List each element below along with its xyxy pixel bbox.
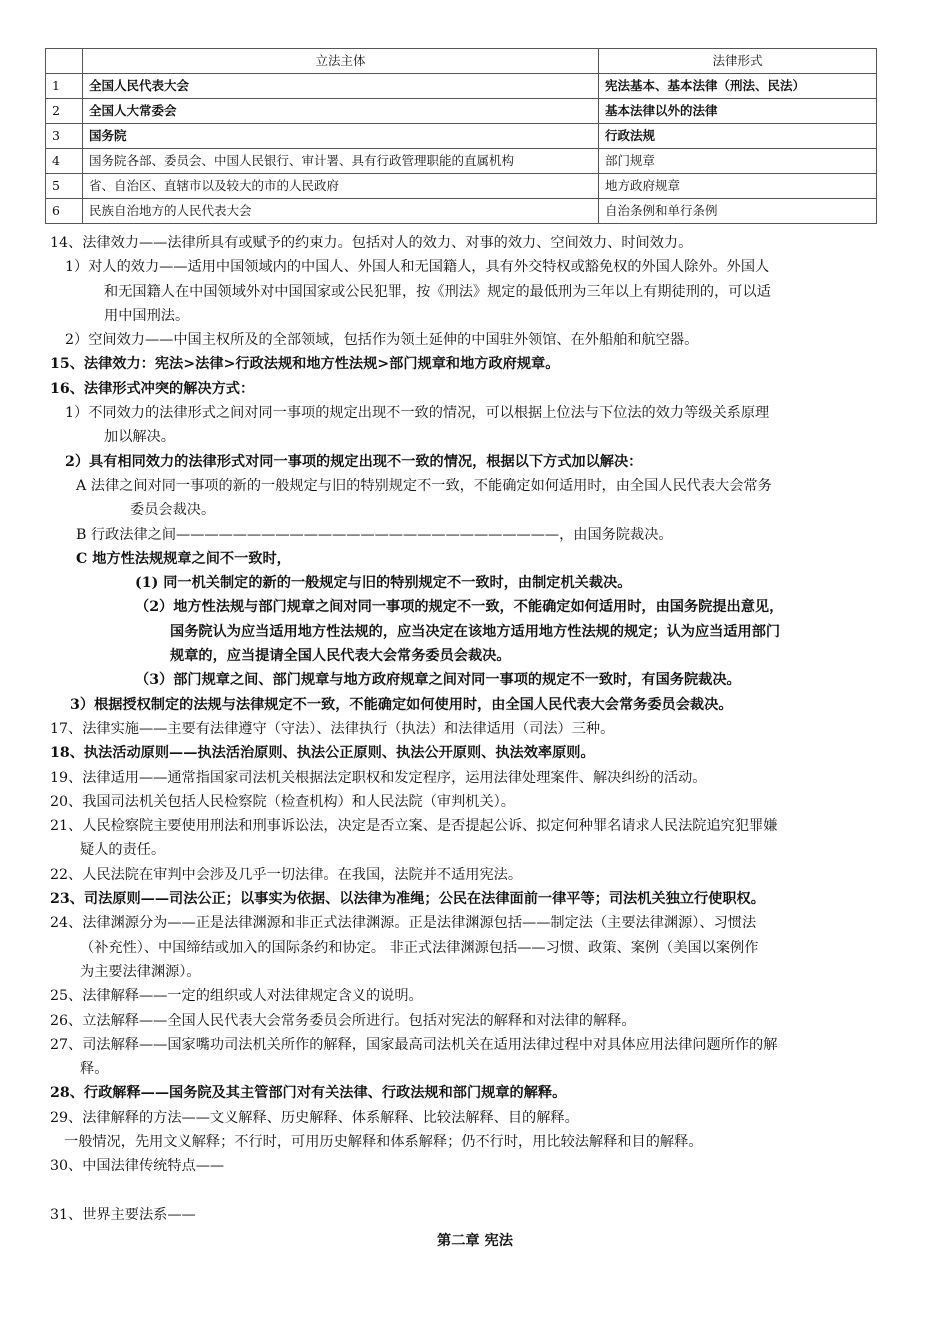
text-line: 27、司法解释——国家嘴功司法机关所作的解释，国家最高司法机关在适用法律过程中对具体应用法律问题所作的解 [50,1036,778,1053]
row-number-cell: 2 [46,99,83,124]
text-line: （3）部门规章之间、部门规章与地方政府规章之间对同一事项的规定不一致时，有国务院裁决。 [135,672,741,689]
text-line: 16、法律形式冲突的解决方式： [50,380,255,397]
document-body [0,231,950,1253]
legislative-forms-table [45,48,877,224]
text-line: 释。 [80,1061,109,1078]
row-form-cell: 宪法基本、基本法律（刑法、民法） [599,74,877,99]
row-form-cell: 行政法规 [599,124,877,149]
row-subject-cell: 省、自治区、直辖市以及较大的市的人民政府 [83,174,599,199]
text-line: 14、法律效力——法律所具有或赋予的约束力。包括对人的效力、对事的效力、空间效力、时间效力。 [50,235,693,251]
table-row [46,174,877,199]
row-subject-cell: 全国人民代表大会 [83,74,599,99]
row-number-cell: 5 [46,174,83,199]
header-subject-cell: 立法主体 [83,49,599,74]
text-line: B 行政法律之间———————————————————————————，由国务院裁决。 [76,526,673,543]
row-subject-cell: 全国人大常委会 [83,99,599,124]
text-line: （补充性）、中国缔结或加入的国际条约和协定。 非正式法律渊源包括——习惯、政策、案例（美国以案例作 [80,939,759,956]
row-number-cell: 6 [46,199,83,224]
text-line: 国务院认为应当适用地方性法规的，应当决定在该地方适用地方性法规的规定；认为应当适用部门 [170,623,781,640]
text-line: 23、司法原则——司法公正；以事实为依据、以法律为准绳；公民在法律面前一律平等；司法机关独立行使职权。 [50,891,765,908]
text-line: 3）根据授权制定的法规与法律规定不一致，不能确定如何使用时，由全国人民代表大会常务委员会裁决。 [70,696,733,713]
row-subject-cell: 国务院各部、委员会、中国人民银行、审计署、具有行政管理职能的直属机构 [83,149,599,174]
text-line: 1）不同效力的法律形式之间对同一事项的规定出现不一致的情况，可以根据上位法与下位法的效力等级关系原理 [65,405,770,422]
table-row [46,199,877,224]
text-line: A 法律之间对同一事项的新的一般规定与旧的特别规定不一致，不能确定如何适用时，由全国人民代表大会常务 [76,477,772,494]
text-line: 22、人民法院在审判中会涉及几乎一切法律。在我国，法院并不适用宪法。 [50,866,523,883]
text-line [0,1179,950,1203]
text-line: 26、立法解释——全国人民代表大会常务委员会所进行。包括对宪法的解释和对法律的解释。 [50,1012,636,1029]
text-line: 20、我国司法机关包括人民检察院（检查机构）和人民法院（审判机关）。 [50,793,515,810]
text-line: 19、法律适用——通常指国家司法机关根据法定职权和发定程序，运用法律处理案件、解决纠纷的活动。 [50,769,707,786]
table-row [46,124,877,149]
table-row [46,99,877,124]
table-row [46,74,877,99]
row-number-cell: 1 [46,74,83,99]
text-line: （2）地方性法规与部门规章之间对同一事项的规定不一致，不能确定如何适用时，由国务院提出意见， [135,599,784,616]
row-form-cell: 部门规章 [599,149,877,174]
text-line: (1) 同一机关制定的新的一般规定与旧的特别规定不一致时，由制定机关裁决。 [135,575,632,592]
table-row [46,149,877,174]
text-line: 18、执法活动原则——执法活治原则、执法公正原则、执法公开原则、执法效率原则。 [50,745,595,762]
text-line: 规章的，应当提请全国人民代表大会常务委员会裁决。 [170,648,511,665]
text-line: 24、法律渊源分为——正是法律渊源和非正式法律渊源。正是法律渊源包括——制定法（主要法律渊源）、习惯法 [50,915,757,932]
text-line: 加以解决。 [104,429,175,446]
text-line: 29、法律解释的方法——文义解释、历史解释、体系解释、比较法解释、目的解释。 [50,1109,579,1126]
row-number-cell: 3 [46,124,83,149]
row-number-cell: 4 [46,149,83,174]
text-line: 2）空间效力——中国主权所及的全部领域，包括作为领土延伸的中国驻外领馆、在外船舶和航空器。 [65,332,699,349]
row-form-cell: 自治条例和单行条例 [599,199,877,224]
text-line: 用中国刑法。 [104,307,190,324]
text-line: 委员会裁决。 [130,502,216,519]
row-form-cell: 地方政府规章 [599,174,877,199]
text-line: 疑人的责任。 [80,842,166,859]
text-line: 30、中国法律传统特点—— [50,1158,225,1175]
text-line: 2）具有相同效力的法律形式对同一事项的规定出现不一致的情况，根据以下方式加以解决： [65,453,643,470]
text-line: 21、人民检察院主要使用刑法和刑事诉讼法，决定是否立案、是否提起公诉、拟定何种罪名请求人民法院追究犯罪嫌 [50,818,778,835]
header-number-cell [46,49,83,74]
text-line: 一般情况，先用文义解释；不行时，可用历史解释和体系解释；仍不行时，用比较法解释和目的解释。 [64,1133,703,1150]
row-form-cell: 基本法律以外的法律 [599,99,877,124]
text-line: 28、行政解释——国务院及其主管部门对有关法律、行政法规和部门规章的解释。 [50,1085,567,1102]
text-line: C 地方性法规规章之间不一致时， [76,550,291,567]
chapter-title: 第二章 宪法 [437,1233,513,1250]
text-line: 为主要法律渊源）。 [80,963,201,980]
text-line: 31、世界主要法系—— [50,1206,196,1223]
text-line: 和无国籍人在中国领域外对中国国家或公民犯罪，按《刑法》规定的最低刑为三年以上有期徒刑的，可以适 [104,283,771,300]
text-line: 25、法律解释——一定的组织或人对法律规定含义的说明。 [50,988,423,1005]
table-header-row [46,49,877,74]
row-subject-cell: 国务院 [83,124,599,149]
row-subject-cell: 民族自治地方的人民代表大会 [83,199,599,224]
text-line: 1）对人的效力——适用中国领域内的中国人、外国人和无国籍人，具有外交特权或豁免权的外国人除外。外国人 [65,259,770,276]
text-line: 17、法律实施——主要有法律遵守（守法）、法律执行（执法）和法律适用（司法）三种。 [50,720,615,737]
header-form-cell: 法律形式 [599,49,877,74]
text-line: 15、法律效力：宪法>法律>行政法规和地方性法规>部门规章和地方政府规章。 [50,356,560,373]
